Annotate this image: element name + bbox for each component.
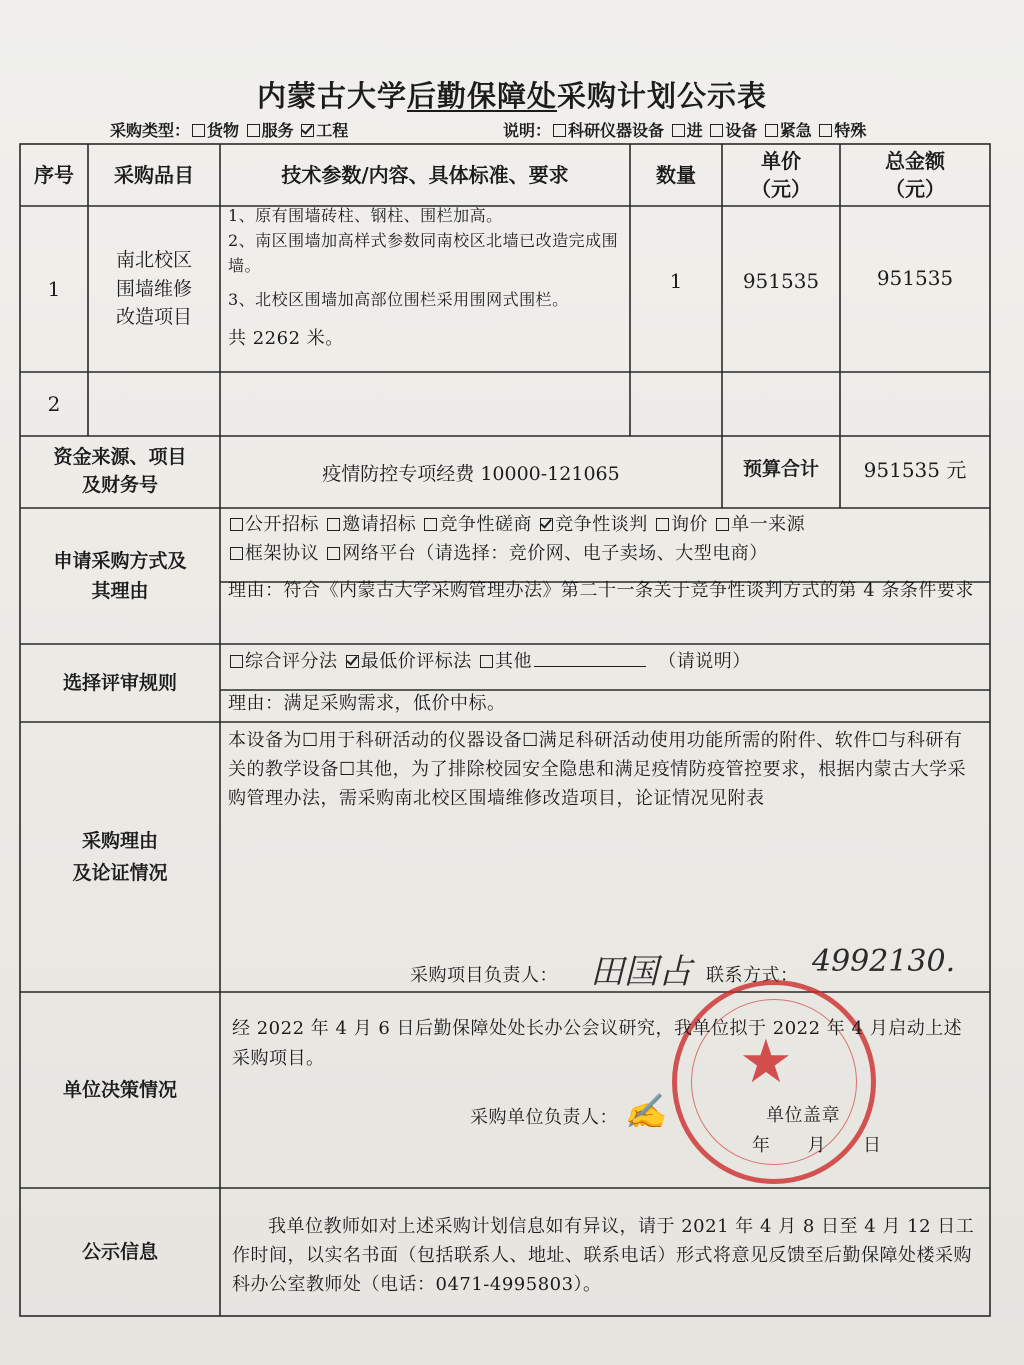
row1-unit-price: 951535: [742, 269, 820, 293]
funding-value: 疫情防控专项经费 10000-121065: [322, 462, 620, 485]
contact-value: 4992130.: [812, 944, 956, 979]
date-label: 年 月 日: [752, 1135, 882, 1156]
checkbox-lowest-price[interactable]: [346, 655, 359, 668]
seal-label: 单位盖章: [766, 1105, 840, 1126]
tech-line-2: 2、南区围墙加高样式参数同南校区北墙已改造完成围墙。: [228, 230, 619, 275]
row1-total: 951535: [876, 266, 954, 290]
method-checkbox[interactable]: [230, 547, 243, 560]
row1-tech: [228, 204, 624, 353]
notice-text: 我单位教师如对上述采购计划信息如有异议，请于 2021 年 4 月 8 日至 4 月 12 日工作时间，以实名书面（包括联系人、地址、联系电话）形式将意见反馈至后勤保障处楼采购科办公室教师处（电话：0471-4995803）。: [232, 1216, 975, 1296]
note-option-label: 设备: [725, 121, 758, 140]
procurement-type-label: 采购类型：: [110, 121, 191, 140]
budget-label: 预算合计: [742, 457, 819, 480]
row2-seq: 2: [47, 392, 61, 416]
tech-line-1: 1、原有围墙砖柱、钢柱、围栏加高。: [228, 206, 503, 225]
row1-item: 南北校区 围墙维修 改造项目: [115, 249, 192, 329]
method-option-label: 询价: [670, 514, 708, 535]
method-option-label: 邀请招标: [342, 514, 417, 535]
review-note: （请说明）: [658, 651, 751, 672]
tech-line-3: 3、北校区围墙加高部位围栏采用围网式围栏。: [228, 290, 569, 310]
rationale-label: 采购理由 及论证情况: [72, 829, 168, 884]
funding-label: 资金来源、项目 及财务号: [53, 446, 187, 496]
notice-label: 公示信息: [81, 1240, 158, 1263]
responsible-signature: 田国占: [590, 952, 692, 992]
tech-line-4: 共 2262 米。: [228, 328, 344, 350]
method-option-label: 单一来源: [731, 514, 806, 535]
method-checkbox[interactable]: [230, 518, 243, 531]
header-tech: 技术参数/内容、具体标准、要求: [281, 163, 569, 187]
contact-label: 联系方式：: [706, 965, 799, 986]
header-qty: 数量: [656, 163, 696, 187]
method-option-label: 竞争性谈判: [555, 514, 648, 535]
review-label: 选择评审规则: [62, 671, 177, 694]
type-option-label: 工程: [316, 121, 349, 140]
method-option-label: 网络平台（请选择：竞价网、电子卖场、大型电商）: [342, 542, 768, 564]
header-total: 总金额 （元）: [885, 149, 945, 201]
note-label: 说明：: [503, 121, 552, 140]
method-checkbox[interactable]: [327, 547, 340, 560]
type-option-label: 货物: [207, 121, 240, 140]
review-options: [228, 648, 984, 676]
note-option-label: 科研仪器设备: [568, 121, 665, 140]
decision-text: 经 2022 年 4 月 6 日后勤保障处处长办公会议研究，我单位拟于 2022 年 4 月启动上述采购项目。: [232, 1018, 963, 1069]
method-checkbox[interactable]: [327, 518, 340, 531]
checkbox-other[interactable]: [480, 655, 493, 668]
title-part: 内蒙古大学: [256, 79, 407, 113]
budget-value: 951535 元: [863, 457, 967, 482]
note-option-label: 特殊: [834, 121, 867, 140]
review-opt-other: 其他: [494, 651, 532, 672]
type-option-label: 服务: [261, 121, 294, 140]
method-option-label: 框架协议: [245, 542, 319, 564]
header-item: 采购品目: [114, 163, 194, 187]
method-option-label: 公开招标: [245, 514, 319, 535]
method-checkbox[interactable]: [540, 518, 553, 531]
method-label: 申请采购方式及 其理由: [53, 549, 187, 602]
review-reason: 理由：满足采购需求，低价中标。: [228, 693, 506, 714]
decision-responsible-label: 采购单位负责人：: [470, 1107, 618, 1128]
review-opt-comprehensive: 综合评分法: [245, 651, 338, 672]
other-blank: [534, 666, 646, 667]
method-option-label: 竞争性磋商: [439, 514, 532, 535]
rationale-text: 本设备为☐用于科研活动的仪器设备☐满足科研活动使用功能所需的附件、软件☐与科研有关的教学设备☐其他，为了排除校园安全隐患和满足疫情防疫管控要求，根据内蒙古大学采购管理办法，需采购南北校区围墙维修改造项目，论证情况见附表: [228, 730, 967, 810]
method-checkbox[interactable]: [424, 518, 437, 531]
method-reason: 理由：符合《内蒙古大学采购管理办法》第二十一条关于竞争性谈判方式的第 4 条条件要求: [228, 580, 974, 601]
header-unit-price: 单价 （元）: [751, 149, 811, 201]
review-opt-lowest-price: 最低价评标法: [360, 651, 472, 672]
note-option-label: 紧急: [779, 121, 812, 140]
decision-label: 单位决策情况: [62, 1078, 177, 1101]
decision-signature: ✍: [624, 1092, 667, 1132]
title-underlined-part: 后勤保障处: [406, 79, 557, 113]
rationale-responsible-label: 采购项目负责人：: [410, 965, 558, 986]
row1-seq: 1: [47, 277, 61, 301]
row1-qty: 1: [669, 269, 683, 293]
note-option-label: 进: [686, 121, 703, 140]
official-seal: ★: [672, 980, 876, 1184]
title-part: 采购计划公示表: [557, 79, 768, 113]
method-checkbox[interactable]: [656, 518, 669, 531]
header-seq: 序号: [34, 163, 74, 187]
method-checkbox[interactable]: [716, 518, 729, 531]
checkbox-comprehensive[interactable]: [230, 655, 243, 668]
method-options: [228, 511, 984, 569]
